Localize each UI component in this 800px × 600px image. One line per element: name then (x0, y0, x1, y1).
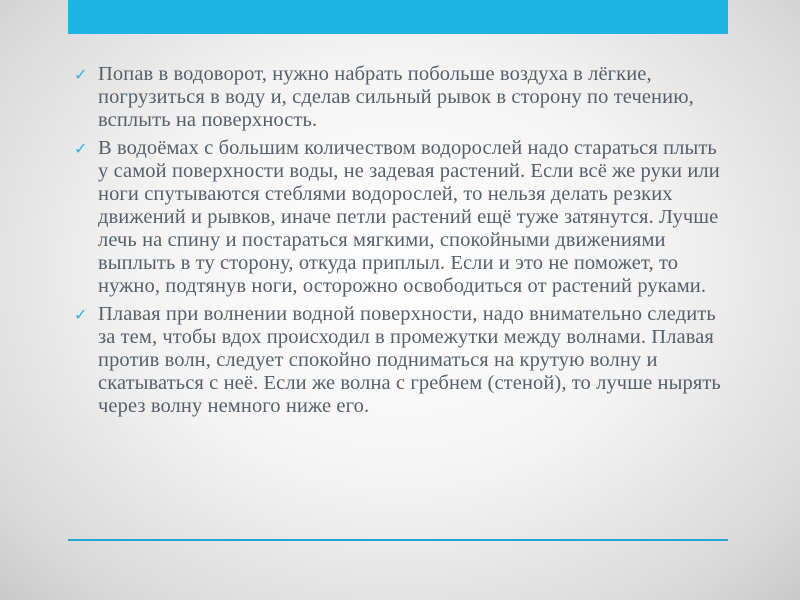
footer-divider (68, 539, 728, 541)
header-accent-bar (68, 0, 728, 34)
bullet-item (74, 137, 724, 298)
bullet-text: В водоёмах с большим количеством водорослей надо стараться плыть у самой поверхности воды, не задевая растений. Если всё же руки или ноги спутываются стеблями водорослей, то нельзя делать резких движений и рывков, иначе петли растений ещё туже затянутся. Лучше лечь на спину и постараться мягкими, спокойными движениями выплыть в ту сторону, откуда приплыл. Если и это не поможет, то нужно, подтянув ноги, осторожно освободиться от растений руками. (98, 137, 720, 297)
arrow-bullet-icon: ✓ (74, 141, 88, 158)
arrow-bullet-icon: ✓ (74, 307, 88, 324)
bullet-item (74, 303, 724, 418)
arrow-bullet-icon: ✓ (74, 67, 88, 84)
bullet-text: Плавая при волнении водной поверхности, надо внимательно следить за тем, чтобы вдох происходил в промежутки между волнами. Плавая против волн, следует спокойно подниматься на крутую волну и скатываться с неё. Если же волна с гребнем (стеной), то лучше нырять через волну немного ниже его. (98, 303, 721, 417)
bullet-item (74, 63, 724, 132)
bullet-text: Попав в водоворот, нужно набрать побольше воздуха в лёгкие, погрузиться в воду и, сделав сильный рывок в сторону по течению, всплыть на поверхность. (98, 63, 694, 131)
slide-content (74, 63, 724, 423)
